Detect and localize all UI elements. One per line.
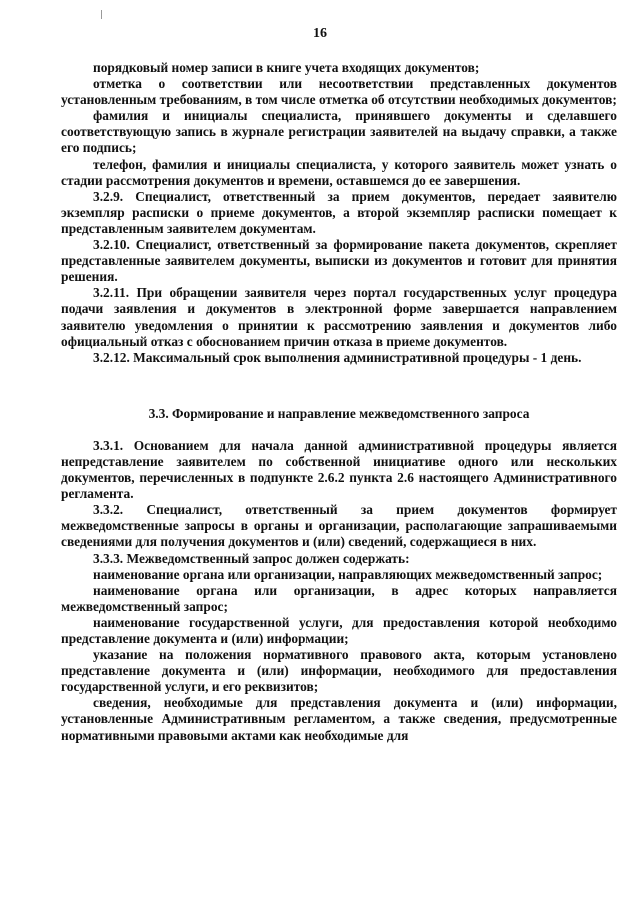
paragraph: 3.2.11. При обращении заявителя через портал государственных услуг процедура подачи заявления и документов в электронной форме завершается направлением заявителю уведомления о принятии к рассмотрению заявления и документов либо официальный отказ с обоснованием причин отказа в приеме документов. xyxy=(61,285,617,349)
document-body xyxy=(61,60,617,744)
paragraph: 3.3.1. Основанием для начала данной административной процедуры является непредставление заявителем по собственной инициативе одного или нескольких документов, перечисленных в подпункте 2.6.2 пункта 2.6 настоящего Административного регламента. xyxy=(61,437,617,502)
scan-artifact-mark xyxy=(101,10,102,19)
paragraph: наименование государственной услуги, для предоставления которой необходимо представление документа и (или) информации; xyxy=(61,614,617,646)
paragraph: наименование органа или организации, в адрес которых направляется межведомственный запрос; xyxy=(61,582,617,614)
paragraph: указание на положения нормативного правового акта, которым установлено представление документа и (или) информации, необходимого для предоставления государственной услуги, и его реквизитов; xyxy=(61,647,617,695)
paragraph: 3.2.10. Специалист, ответственный за формирование пакета документов, скрепляет представленные заявителем документы, выписки из документов и готовит для принятия решения. xyxy=(61,237,617,285)
page-number: 16 xyxy=(313,26,327,41)
paragraph: 3.2.12. Максимальный срок выполнения административной процедуры - 1 день. xyxy=(93,349,582,365)
paragraph: отметка о соответствии или несоответствии представленных документов установленным требованиям, в том числе отметка об отсутствии необходимых документов; xyxy=(61,76,617,108)
section-spacer xyxy=(61,422,617,438)
paragraph: телефон, фамилия и инициалы специалиста, у которого заявитель может узнать о стадии рассмотрения документов и времени, оставшемся до ее завершения. xyxy=(61,156,617,188)
paragraph: фамилия и инициалы специалиста, принявшего документы и сделавшего соответствующую запись в журнале регистрации заявителей на выдачу справки, а также его подпись; xyxy=(61,108,617,156)
section-spacer xyxy=(61,366,617,406)
paragraph: 3.2.9. Специалист, ответственный за прием документов, передает заявителю экземпляр расписки о приеме документов, а второй экземпляр расписки помещает к представленным заявителем документам. xyxy=(61,188,617,236)
paragraph: сведения, необходимые для представления документа и (или) информации, установленные Административным регламентом, а также сведения, предусмотренные нормативными правовыми актами как необходимые для xyxy=(61,695,617,743)
paragraph: наименование органа или организации, направляющих межведомственный запрос; xyxy=(93,566,603,582)
paragraph: 3.3.2. Специалист, ответственный за прием документов формирует межведомственные запросы в органы и организации, располагающие запрашиваемыми сведениями для получения документов и (или) сведений, содержащиеся в них. xyxy=(61,502,617,550)
paragraph: порядковый номер записи в книге учета входящих документов; xyxy=(93,60,480,75)
section-heading: 3.3. Формирование и направление межведомственного запроса xyxy=(148,405,530,421)
paragraph: 3.3.3. Межведомственный запрос должен содержать: xyxy=(93,550,410,566)
